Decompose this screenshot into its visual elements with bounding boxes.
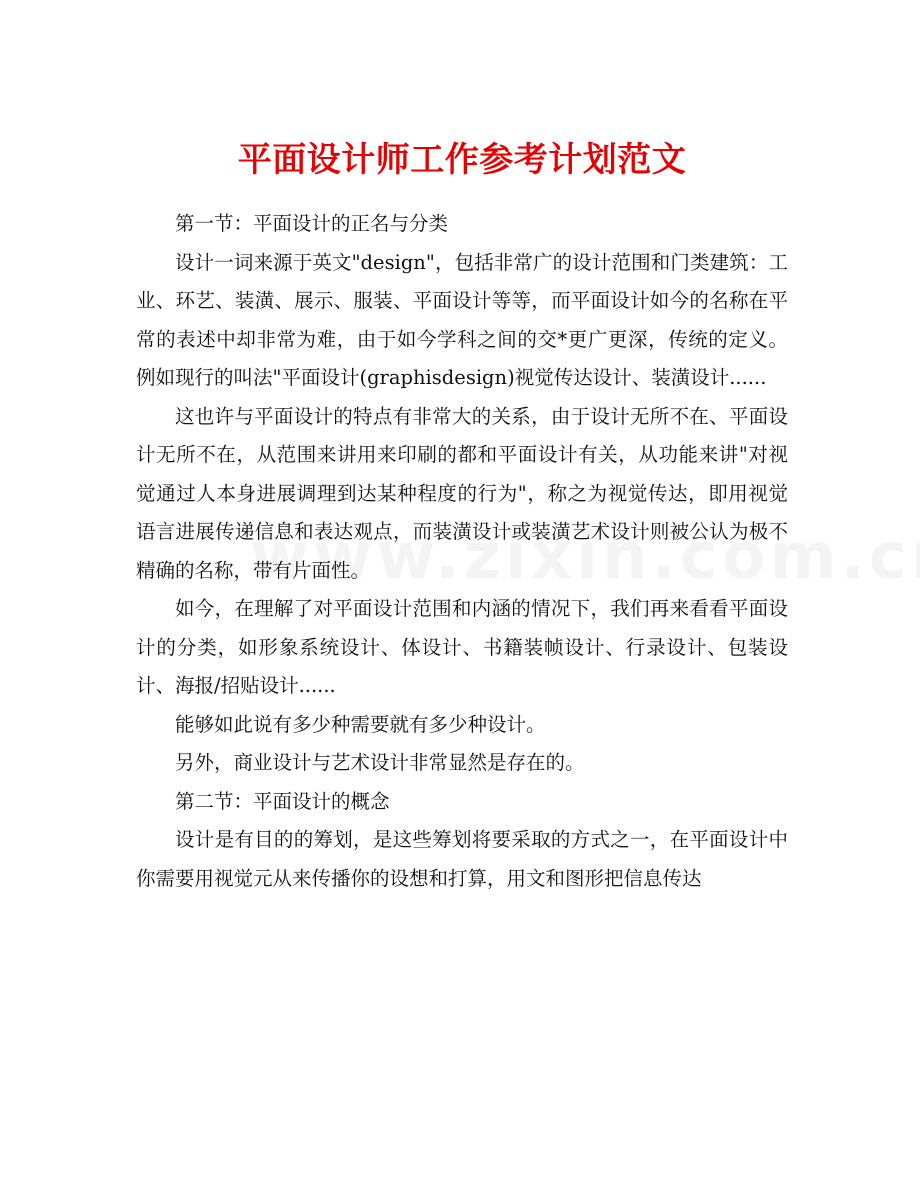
paragraph: 能够如此说有多少种需要就有多少种设计。 bbox=[175, 712, 546, 736]
section-heading-1: 第一节：平面设计的正名与分类 bbox=[175, 212, 449, 235]
section-heading-2: 第二节：平面设计的概念 bbox=[175, 789, 390, 813]
paragraph: 这也许与平面设计的特点有非常大的关系，由于设计无所不在、平面设计无所不在，从范围来讲用来印刷的都和平面设计有关，从功能来讲"对视觉通过人本身进展调理到达某种程度的行为"，称之为视觉传达，即用视觉语言进展传递信息和表达观点，而装潢设计或装潢艺术设计则被公认为极不精确的名称，带有片面性。 bbox=[136, 404, 788, 582]
paragraph: 如今，在理解了对平面设计范围和内涵的情况下，我们再来看看平面设计的分类，如形象系统设计、体设计、书籍装帧设计、行录设计、包装设计、海报/招贴设计...... bbox=[136, 597, 788, 697]
paragraph: 设计一词来源于英文"design"，包括非常广的设计范围和门类建筑：工业、环艺、装潢、展示、服装、平面设计等等，而平面设计如今的名称在平常的表述中却非常为难，由于如今学科之间的交*更广更深，传统的定义。例如现行的叫法"平面设计(graphisdesign)视觉传达设计、装潢设计...... bbox=[136, 250, 788, 389]
document-title: 平面设计师工作参考计划范文 bbox=[237, 140, 687, 180]
paragraph: 设计是有目的的筹划，是这些筹划将要采取的方式之一，在平面设计中你需要用视觉元从来传播你的设想和打算，用文和图形把信息传达 bbox=[136, 828, 788, 890]
paragraph: 另外，商业设计与艺术设计非常显然是存在的。 bbox=[175, 751, 585, 774]
